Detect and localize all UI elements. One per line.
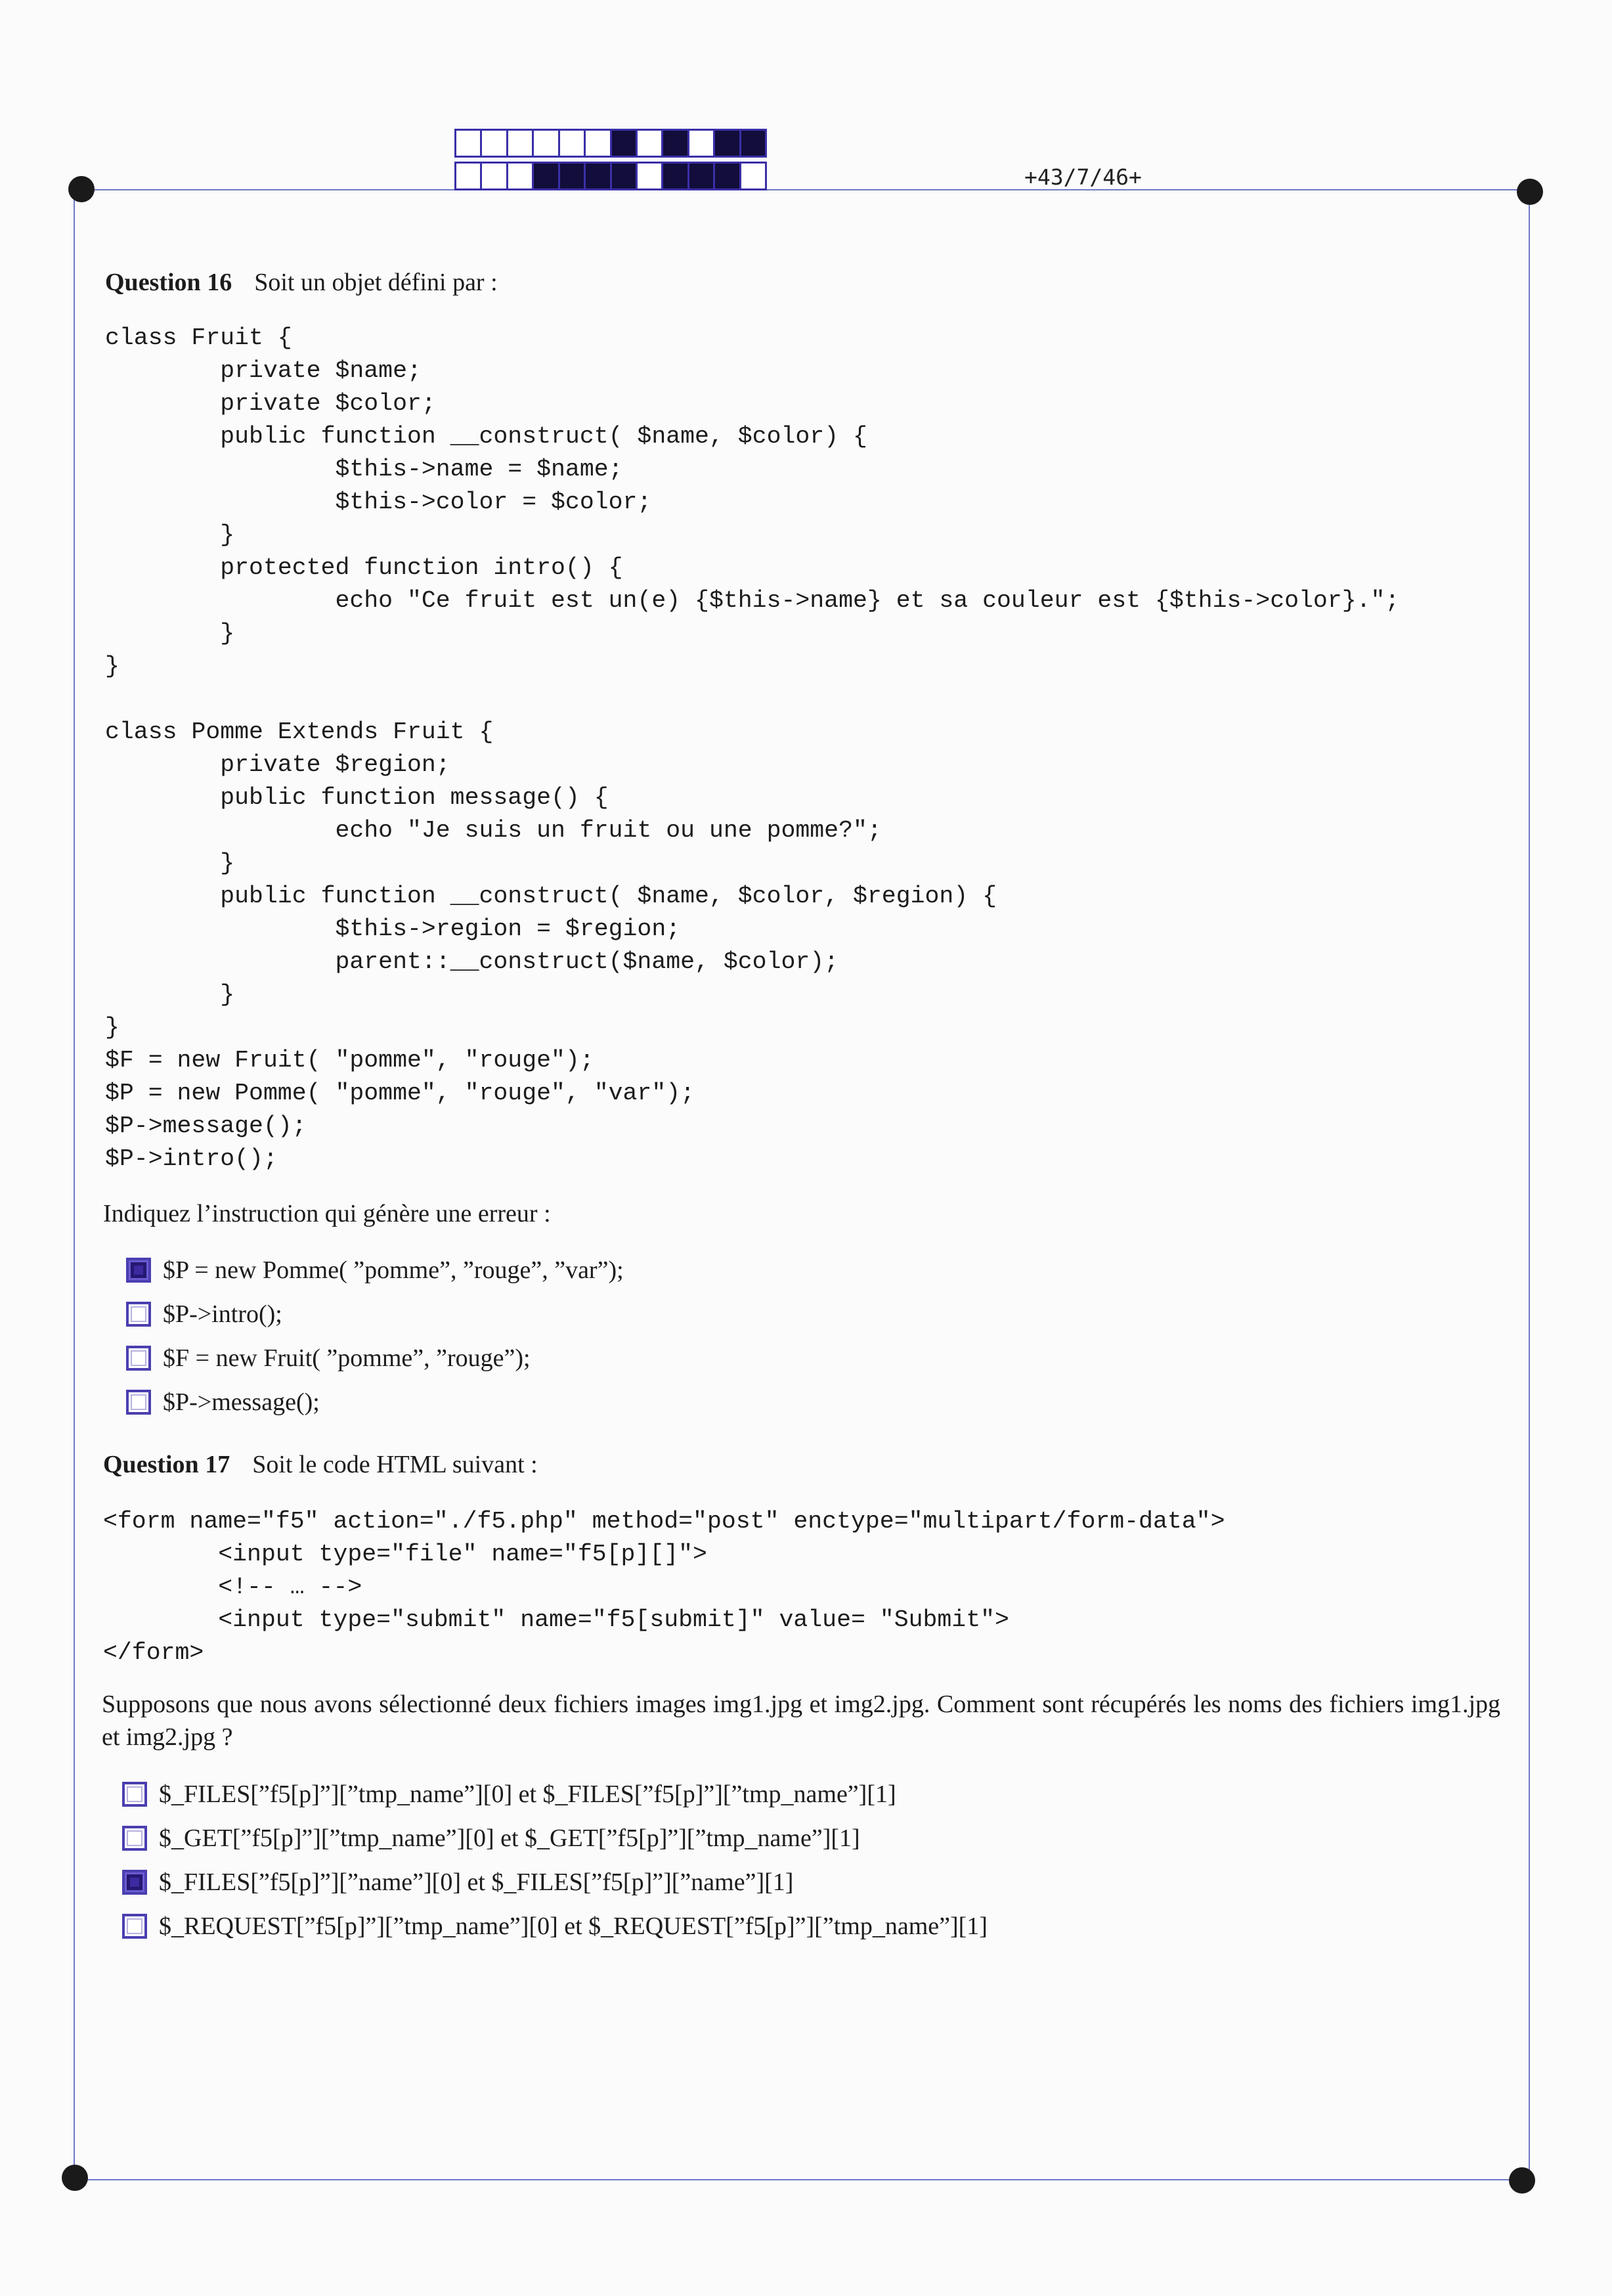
corner-marker-top-left bbox=[68, 176, 95, 202]
barcode-row-2 bbox=[454, 162, 767, 190]
answer-checkbox[interactable] bbox=[126, 1390, 151, 1415]
answer-option[interactable] bbox=[126, 1256, 624, 1285]
answer-label: $_REQUEST[”f5[p]”][”tmp_name”][0] et $_REQUEST[”f5[p]”][”tmp_name”][1] bbox=[159, 1912, 988, 1940]
barcode-cell bbox=[456, 131, 482, 156]
barcode-cell bbox=[456, 164, 482, 188]
answer-label: $P->intro(); bbox=[163, 1300, 282, 1328]
question-number: Question 16 bbox=[105, 269, 232, 296]
answer-label: $P->message(); bbox=[163, 1388, 320, 1416]
answer-checkbox[interactable] bbox=[122, 1782, 147, 1807]
question-title: Soit le code HTML suivant : bbox=[252, 1451, 538, 1478]
question-17-code: <form name="f5" action="./f5.php" method="post" enctype="multipart/form-data"> <input type="file" name="f5[p][]"> <!-- … --> <input type="submit" name="f5[submit]" value= "Submit"> </form> bbox=[103, 1508, 1225, 1666]
barcode-cell bbox=[482, 164, 508, 188]
corner-marker-bottom-right bbox=[1509, 2167, 1535, 2194]
answer-option[interactable] bbox=[122, 1868, 793, 1897]
question-17-heading bbox=[103, 1450, 538, 1479]
barcode-cell bbox=[612, 131, 638, 156]
barcode-cell bbox=[741, 164, 765, 188]
barcode-cell bbox=[715, 164, 741, 188]
answer-checkbox[interactable] bbox=[126, 1258, 151, 1283]
answer-checkbox[interactable] bbox=[122, 1914, 147, 1939]
corner-marker-bottom-left bbox=[62, 2165, 88, 2191]
question-16-code: class Fruit { private $name; private $color; public function __construct( $name, $color) { $this->name = $name; $this->color = $color; } protected function intro() { echo "Ce fruit est un(e) {$this->name} et sa couleur est {$this->color}."; } } class Pomme Extends Fruit { private $region; public function message() { echo "Je suis un fruit ou une pomme?"; } public function __construct( $name, $color, $region) { $this->region = $region; parent::__construct($name, $color); } } $F = new Fruit( "pomme", "rouge"); $P = new Pomme( "pomme", "rouge", "var"); $P->message(); $P->intro(); bbox=[105, 324, 1400, 1172]
page-frame-bottom bbox=[72, 2179, 1523, 2180]
barcode-cell bbox=[534, 131, 559, 156]
barcode-cell bbox=[586, 164, 611, 188]
answer-checkbox[interactable] bbox=[122, 1826, 147, 1851]
question-title: Soit un objet défini par : bbox=[254, 269, 498, 296]
answer-option[interactable] bbox=[126, 1344, 531, 1373]
barcode-cell bbox=[586, 131, 611, 156]
barcode-cell bbox=[508, 164, 534, 188]
barcode-cell bbox=[715, 131, 741, 156]
barcode-cell bbox=[508, 131, 534, 156]
barcode-cell bbox=[689, 131, 715, 156]
question-16-heading bbox=[105, 268, 498, 297]
page-frame-top bbox=[84, 189, 1529, 190]
barcode-cell bbox=[482, 131, 508, 156]
answer-option[interactable] bbox=[126, 1388, 320, 1417]
barcode-cell bbox=[689, 164, 715, 188]
page-barcode bbox=[454, 129, 767, 194]
barcode-cell bbox=[638, 131, 663, 156]
barcode-cell bbox=[534, 164, 559, 188]
answer-option[interactable] bbox=[122, 1780, 896, 1809]
answer-label: $F = new Fruit( ”pomme”, ”rouge”); bbox=[163, 1344, 531, 1372]
corner-marker-top-right bbox=[1517, 179, 1543, 205]
barcode-row-1 bbox=[454, 129, 767, 158]
answer-option[interactable] bbox=[122, 1912, 988, 1941]
answer-label: $_FILES[”f5[p]”][”tmp_name”][0] et $_FILES[”f5[p]”][”tmp_name”][1] bbox=[159, 1780, 896, 1808]
question-16-prompt: Indiquez l’instruction qui génère une erreur : bbox=[103, 1200, 551, 1227]
barcode-cell bbox=[612, 164, 638, 188]
question-number: Question 17 bbox=[103, 1451, 230, 1478]
barcode-cell bbox=[663, 131, 689, 156]
barcode-cell bbox=[741, 131, 765, 156]
page-code: +43/7/46+ bbox=[1024, 164, 1142, 190]
answer-checkbox[interactable] bbox=[122, 1870, 147, 1895]
answer-label: $_GET[”f5[p]”][”tmp_name”][0] et $_GET[”f5[p]”][”tmp_name”][1] bbox=[159, 1824, 860, 1852]
answer-checkbox[interactable] bbox=[126, 1346, 151, 1371]
answer-checkbox[interactable] bbox=[126, 1302, 151, 1327]
question-17-prompt: Supposons que nous avons sélectionné deux fichiers images img1.jpg et img2.jpg. Comment sont récupérés les noms des fichiers img1.jpg et img2.jpg ? bbox=[102, 1690, 1500, 1751]
answer-label: $_FILES[”f5[p]”][”name”][0] et $_FILES[”f5[p]”][”name”][1] bbox=[159, 1868, 794, 1896]
page-frame-right bbox=[1529, 189, 1530, 2179]
barcode-cell bbox=[663, 164, 689, 188]
barcode-cell bbox=[638, 164, 663, 188]
barcode-cell bbox=[560, 131, 586, 156]
answer-option[interactable] bbox=[126, 1300, 282, 1329]
barcode-cell bbox=[560, 164, 586, 188]
answer-label: $P = new Pomme( ”pomme”, ”rouge”, ”var”); bbox=[163, 1256, 624, 1284]
page-frame-left bbox=[74, 189, 75, 2179]
answer-option[interactable] bbox=[122, 1824, 860, 1853]
